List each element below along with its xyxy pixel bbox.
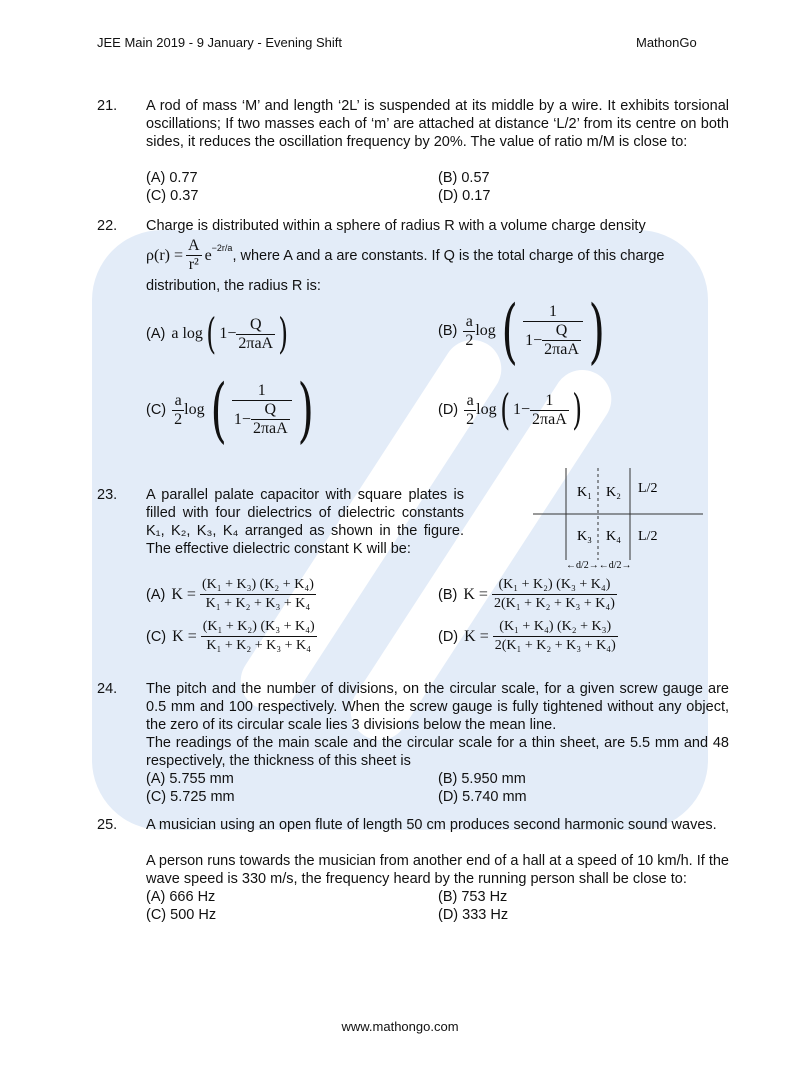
big-fraction bbox=[232, 382, 292, 438]
numerator: 1 bbox=[257, 382, 266, 399]
question-number: 21. bbox=[97, 98, 118, 114]
option-d: (D) $\frac{a}{2}$ log ( 1 − $\frac{1}{\text{2πaA}}$ ) bbox=[438, 385, 582, 434]
big-fraction bbox=[523, 303, 583, 359]
numerator: (K₁ + K₂) (K₃ + K₄) bbox=[498, 577, 611, 592]
one: 1 bbox=[512, 401, 521, 418]
option-b: (B) 5.950 mm bbox=[438, 771, 526, 787]
fraction bbox=[201, 618, 317, 655]
option-c bbox=[146, 618, 317, 655]
numerator: (K₁ + K₂) (K₃ + K₄) bbox=[202, 619, 315, 634]
question-text-line3: distribution, the radius R is: bbox=[146, 278, 321, 294]
numerator: Q bbox=[264, 401, 277, 418]
inner-fraction bbox=[542, 322, 581, 359]
denominator: 2(K₁ + K₂ + K₃ + K₄) bbox=[494, 638, 616, 653]
k-equals: K = bbox=[463, 585, 488, 603]
option-a: (A) 0.77 bbox=[146, 170, 198, 186]
question-number: 23. bbox=[97, 487, 118, 503]
denominator: 2πaA bbox=[238, 334, 274, 352]
option-d: (D) 333 Hz bbox=[438, 907, 509, 923]
option-label: (C) bbox=[146, 402, 167, 418]
option-a bbox=[146, 576, 316, 613]
capacitor-figure bbox=[533, 468, 703, 572]
numerator: a bbox=[466, 391, 474, 409]
option-b bbox=[438, 576, 617, 613]
exponent: −2r/a bbox=[211, 242, 233, 253]
fraction-a-over-2 bbox=[463, 313, 475, 350]
denominator: 2πaA bbox=[544, 341, 579, 358]
option-a: (A) a log ( 1 − $\frac{Q}{\text{2πaA}}$ ) bbox=[146, 309, 289, 358]
question-text: A parallel palate capacitor with square plates is filled with four dielectrics of dielectric constants K₁, K₂, K₃, K₄ arranged as shown in the figure. The effective dielectric constant K will be: bbox=[146, 487, 464, 557]
fraction bbox=[493, 618, 618, 655]
numerator: (K₁ + K₃) (K₂ + K₄) bbox=[201, 577, 314, 592]
denominator: 2πaA bbox=[532, 410, 567, 428]
denominator: K₁ + K₂ + K₃ + K₄ bbox=[201, 636, 317, 655]
fraction bbox=[492, 576, 617, 613]
option-b: (B) 0.57 bbox=[438, 170, 490, 186]
numerator: a bbox=[465, 312, 473, 330]
question-21 bbox=[97, 97, 729, 207]
k-equals: K = bbox=[171, 585, 196, 603]
k4-label: K₄ bbox=[606, 529, 621, 544]
option-c: (C) 500 Hz bbox=[146, 907, 217, 923]
numerator: 1 bbox=[548, 303, 557, 320]
var-a: a bbox=[171, 325, 179, 342]
question-24 bbox=[97, 680, 729, 805]
option-label: (B) bbox=[438, 586, 458, 603]
denominator bbox=[232, 400, 292, 438]
fraction-a-over-2 bbox=[464, 392, 476, 429]
minus: − bbox=[520, 401, 531, 418]
minus: − bbox=[241, 410, 251, 428]
question-text-line1: Charge is distributed within a sphere of radius R with a volume charge density bbox=[146, 218, 646, 234]
option-label: (C) bbox=[146, 628, 167, 645]
denominator: r² bbox=[186, 255, 202, 274]
k-equals: K = bbox=[464, 627, 489, 645]
option-label: (A) bbox=[146, 586, 166, 603]
option-a: (A) 5.755 mm bbox=[146, 771, 234, 787]
d-half-labels: ←d/2→←d/2→ bbox=[566, 560, 632, 571]
fraction bbox=[236, 316, 275, 353]
log: log bbox=[184, 401, 205, 418]
denominator: 2 bbox=[465, 331, 474, 349]
inner-fraction bbox=[251, 401, 290, 438]
denominator: 2 bbox=[174, 410, 183, 428]
fraction bbox=[530, 392, 569, 429]
question-number: 24. bbox=[97, 681, 118, 697]
question-text-2: A person runs towards the musician from another end of a hall at a speed of 10 km/h. If the wave speed is 330 m/s, the frequency heard by the running person shall be close to: bbox=[146, 853, 729, 887]
numerator: 1 bbox=[545, 391, 554, 409]
l-half-top: L/2 bbox=[638, 481, 658, 496]
minus: − bbox=[227, 325, 237, 342]
k3-label: K₃ bbox=[577, 529, 592, 544]
option-label: (B) bbox=[438, 323, 458, 339]
question-text: The pitch and the number of divisions, on the circular scale, for a given screw gauge are 0.5 mm and 100 respectively. When the screw gauge is fully tightened without any object, the zero of its circular scale lies 3 divisions below the mean line. bbox=[146, 681, 729, 733]
option-b: (B) $\frac{a}{2}$ log ( 1 1 − $\frac{Q}{\text{2πaA}}$ ) bbox=[438, 290, 605, 372]
option-d: (D) 0.17 bbox=[438, 188, 491, 204]
one: 1 bbox=[525, 331, 534, 349]
question-text-line2: , where A and a are constants. If Q is the total charge of this charge bbox=[232, 247, 665, 264]
numerator: (K₁ + K₄) (K₂ + K₃) bbox=[499, 619, 612, 634]
numerator: A bbox=[188, 237, 200, 254]
option-a: (A) 666 Hz bbox=[146, 889, 216, 905]
denominator: 2 bbox=[466, 410, 475, 428]
question-number: 22. bbox=[97, 218, 118, 234]
option-c: (C) 0.37 bbox=[146, 188, 199, 204]
option-b: (B) 753 Hz bbox=[438, 889, 508, 905]
option-label: (A) bbox=[146, 326, 166, 342]
numerator: a bbox=[174, 391, 182, 409]
option-d bbox=[438, 618, 618, 655]
one: 1 bbox=[219, 325, 228, 342]
option-d: (D) 5.740 mm bbox=[438, 789, 527, 805]
log: log bbox=[475, 322, 496, 339]
numerator: Q bbox=[555, 322, 568, 339]
question-text: A rod of mass ‘M’ and length ‘2L’ is suspended at its middle by a wire. It exhibits torsional oscillations; If two masses each of ‘m’ are attached at distance ‘L/2’ from its centre on both sides, it reduces the oscillation frequency by 20%. The value of ratio m/M is close to: bbox=[146, 98, 729, 150]
fraction bbox=[200, 576, 316, 613]
option-c: (C) $\frac{a}{2}$ log ( 1 1 − $\frac{Q}{\text{2πaA}}$ ) bbox=[146, 369, 314, 451]
denominator: 2(K₁ + K₂ + K₃ + K₄) bbox=[493, 596, 615, 611]
minus: − bbox=[533, 331, 543, 349]
one: 1 bbox=[233, 410, 242, 428]
denominator bbox=[523, 321, 583, 359]
fraction-a-over-2 bbox=[172, 392, 184, 429]
option-c: (C) 5.725 mm bbox=[146, 789, 235, 805]
k2-label: K₂ bbox=[606, 485, 621, 500]
footer-url[interactable]: www.mathongo.com bbox=[341, 1019, 459, 1034]
log: log bbox=[476, 401, 497, 418]
question-text: A musician using an open flute of length 50 cm produces second harmonic sound waves. bbox=[146, 817, 717, 833]
rho-expression: ρ(r) = bbox=[146, 246, 183, 264]
question-number: 25. bbox=[97, 817, 118, 833]
option-label: (D) bbox=[438, 402, 459, 418]
denominator: 2πaA bbox=[252, 420, 288, 437]
fraction-a-over-r2 bbox=[186, 237, 202, 274]
header-brand: MathonGo bbox=[636, 35, 697, 50]
question-25 bbox=[97, 816, 729, 926]
denominator: K₁ + K₂ + K₃ + K₄ bbox=[200, 594, 316, 613]
exponential: e bbox=[204, 246, 212, 264]
option-label: (D) bbox=[438, 628, 459, 645]
k-equals: K = bbox=[172, 627, 197, 645]
header-title: JEE Main 2019 - 9 January - Evening Shift bbox=[97, 35, 342, 50]
charge-density-line bbox=[146, 237, 729, 274]
question-text-2: The readings of the main scale and the circular scale for a thin sheet, are 5.5 mm and 48 respectively, the thickness of this sheet is bbox=[146, 735, 729, 769]
l-half-bottom: L/2 bbox=[638, 529, 658, 544]
question-22 bbox=[97, 217, 729, 451]
numerator: Q bbox=[249, 315, 262, 333]
k1-label: K₁ bbox=[577, 485, 592, 500]
log: log bbox=[182, 325, 203, 342]
